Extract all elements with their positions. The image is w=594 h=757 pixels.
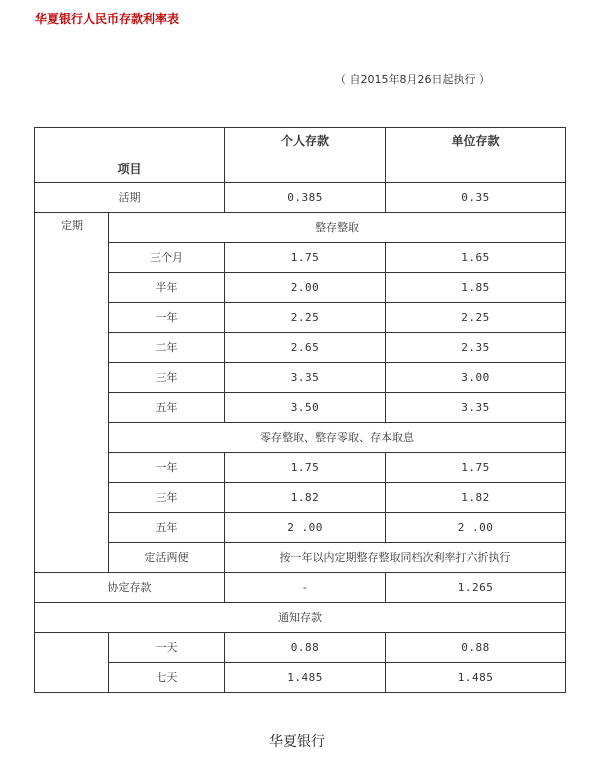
term-label: 五年 [109, 513, 225, 543]
term-label: 七天 [109, 663, 225, 693]
personal-rate: 3.35 [225, 363, 386, 393]
corporate-rate: 2.35 [386, 333, 566, 363]
table-row [35, 393, 566, 423]
personal-rate: 3.50 [225, 393, 386, 423]
header-corporate: 单位存款 [386, 128, 566, 183]
personal-rate: 1.75 [225, 453, 386, 483]
corporate-rate: 2.25 [386, 303, 566, 333]
table-row [35, 513, 566, 543]
page-title: 华夏银行人民币存款利率表 [35, 12, 180, 26]
table-row [35, 633, 566, 663]
table-row [35, 543, 566, 573]
corporate-rate: 3.35 [386, 393, 566, 423]
effective-date-note: （ 自2015年8月26日起执行 ） [335, 73, 490, 86]
corporate-rate: 1.85 [386, 273, 566, 303]
personal-rate: 2.25 [225, 303, 386, 333]
personal-rate: 2 .00 [225, 513, 386, 543]
personal-rate: 1.75 [225, 243, 386, 273]
personal-rate: 1.485 [225, 663, 386, 693]
term-label: 五年 [109, 393, 225, 423]
term-label: 一年 [109, 453, 225, 483]
header-item: 项目 [35, 128, 225, 183]
table-row [35, 453, 566, 483]
table-row [35, 573, 566, 603]
corporate-rate: 1.485 [386, 663, 566, 693]
corporate-rate: 1.82 [386, 483, 566, 513]
table-row [35, 603, 566, 633]
demand-personal-rate: 0.385 [225, 183, 386, 213]
table-row [35, 333, 566, 363]
table-row [35, 243, 566, 273]
term-label: 二年 [109, 333, 225, 363]
demand-label: 活期 [35, 183, 225, 213]
term-label: 一年 [109, 303, 225, 333]
table-row [35, 213, 566, 243]
term-label: 半年 [109, 273, 225, 303]
personal-rate: 2.65 [225, 333, 386, 363]
agreement-personal-rate: - [225, 573, 386, 603]
term-label: 三个月 [109, 243, 225, 273]
corporate-rate: 1.75 [386, 453, 566, 483]
table-row [35, 363, 566, 393]
agreement-label: 协定存款 [35, 573, 225, 603]
corporate-rate: 3.00 [386, 363, 566, 393]
corporate-rate: 2 .00 [386, 513, 566, 543]
table-row [35, 183, 566, 213]
lump-sum-heading: 整存整取 [109, 213, 566, 243]
notice-heading: 通知存款 [35, 603, 566, 633]
personal-rate: 0.88 [225, 633, 386, 663]
demand-corporate-rate: 0.35 [386, 183, 566, 213]
installment-heading: 零存整取、整存零取、存本取息 [109, 423, 566, 453]
notice-blank-cell [35, 633, 109, 693]
table-row [35, 483, 566, 513]
corporate-rate: 1.65 [386, 243, 566, 273]
term-label: 三年 [109, 363, 225, 393]
table-row [35, 663, 566, 693]
personal-rate: 1.82 [225, 483, 386, 513]
table-row [35, 273, 566, 303]
table-row [35, 303, 566, 333]
personal-rate: 2.00 [225, 273, 386, 303]
deposit-rate-table [34, 127, 566, 693]
fixed-label: 定期 [35, 213, 109, 573]
flexible-rule-text: 按一年以内定期整存整取同档次利率打六折执行 [225, 543, 566, 573]
footer-bank-name: 华夏银行 [269, 734, 325, 750]
table-row [35, 423, 566, 453]
header-personal: 个人存款 [225, 128, 386, 183]
term-label: 一天 [109, 633, 225, 663]
flexible-label: 定活两便 [109, 543, 225, 573]
corporate-rate: 0.88 [386, 633, 566, 663]
term-label: 三年 [109, 483, 225, 513]
table-header-row [35, 128, 566, 183]
agreement-corporate-rate: 1.265 [386, 573, 566, 603]
